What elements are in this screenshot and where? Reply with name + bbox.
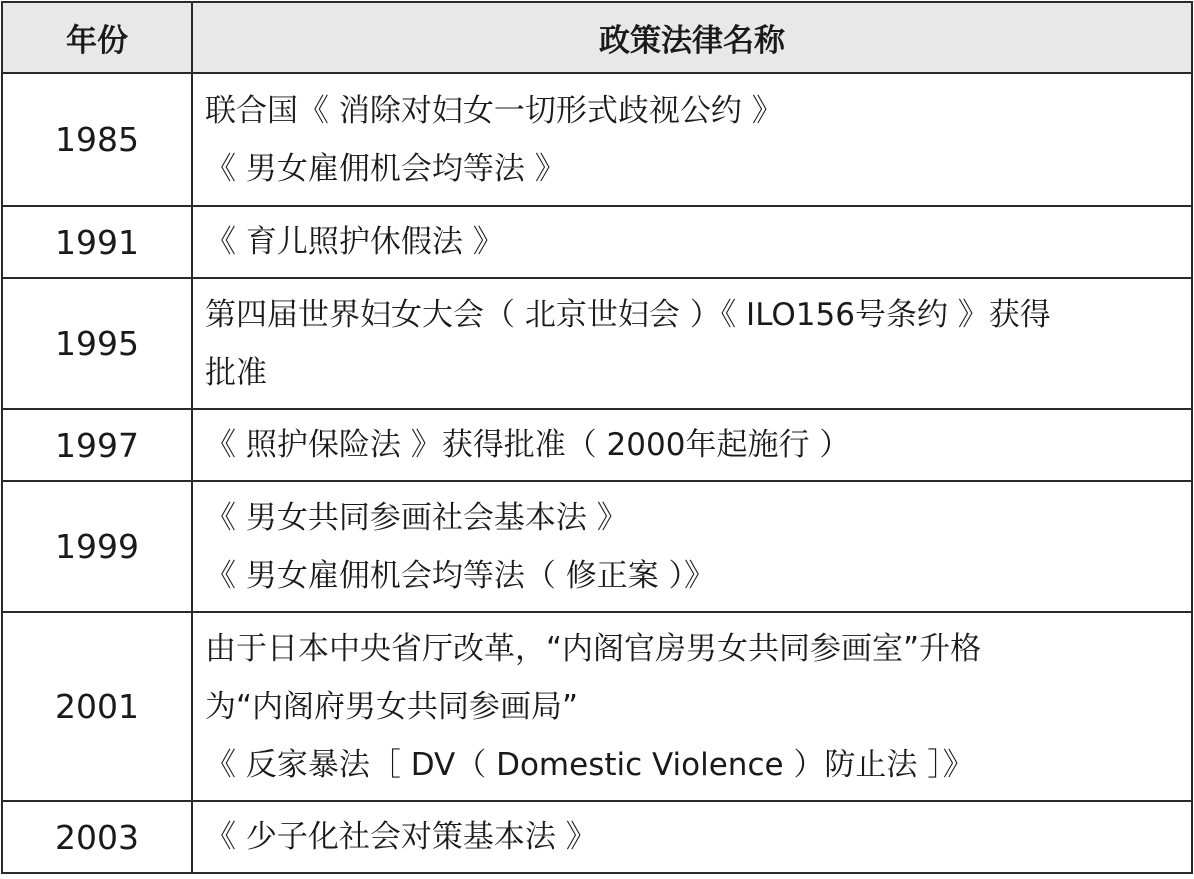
table-row: [2, 481, 1192, 612]
policy-cell: [192, 801, 1192, 873]
header-row: [2, 2, 1192, 73]
year-column-header: 年份: [2, 2, 192, 73]
policy-line: 由于日本中央省厅改革，“内阁官房男女共同参画室”升格: [205, 630, 982, 667]
year-cell: 1995: [2, 278, 192, 409]
table-row: [2, 612, 1192, 801]
policy-line: 《 男女雇佣机会均等法（ 修正案 ）》: [205, 557, 716, 594]
year-cell: 2001: [2, 612, 192, 801]
year-cell: 1999: [2, 481, 192, 612]
policy-line: 《 育儿照护休假法 》: [205, 224, 504, 260]
policy-cell: [192, 73, 1192, 206]
table-header: [2, 2, 1192, 73]
policy-column-header: 政策法律名称: [192, 2, 1192, 73]
year-cell: 1985: [2, 73, 192, 206]
policy-line: 《 反家暴法［ DV（ Domestic Violence ）防止法 ］》: [205, 746, 974, 783]
policy-line: 联合国《 消除对妇女一切形式歧视公约 》: [205, 92, 783, 129]
table-row: [2, 801, 1192, 873]
policy-line: 第四届世界妇女大会（ 北京世妇会 ）《 ILO156号条约 》获得: [205, 296, 1051, 333]
policy-line: 《 少子化社会对策基本法 》: [205, 819, 597, 855]
policy-line: 为“内阁府男女共同参画局”: [205, 688, 579, 725]
table-row: [2, 73, 1192, 206]
year-cell: 1991: [2, 206, 192, 278]
policy-line: 批准: [205, 354, 267, 391]
table-row: [2, 206, 1192, 278]
table-row: [2, 409, 1192, 481]
table-body: [2, 73, 1192, 873]
year-cell: 1997: [2, 409, 192, 481]
table-row: [2, 278, 1192, 409]
policy-cell: [192, 409, 1192, 481]
policy-timeline-table: [1, 1, 1193, 874]
policy-cell: [192, 481, 1192, 612]
policy-cell: [192, 612, 1192, 801]
policy-cell: [192, 206, 1192, 278]
year-cell: 2003: [2, 801, 192, 873]
policy-line: 《 照护保险法 》获得批准（ 2000年起施行 ）: [205, 427, 851, 463]
policy-line: 《 男女共同参画社会基本法 》: [205, 499, 628, 536]
policy-cell: [192, 278, 1192, 409]
policy-line: 《 男女雇佣机会均等法 》: [205, 150, 566, 187]
